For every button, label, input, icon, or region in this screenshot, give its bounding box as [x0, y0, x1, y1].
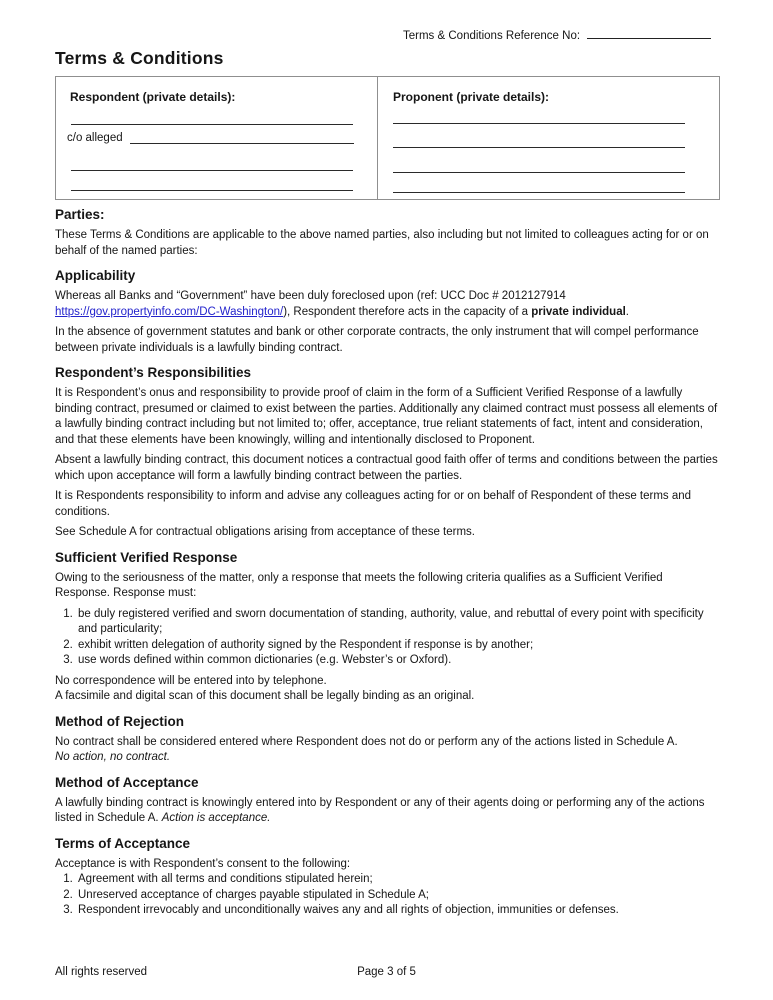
- respondent-blank-line-2: [130, 131, 354, 144]
- proponent-blank-line-4: [393, 192, 685, 193]
- respondent-heading: Respondent (private details):: [70, 90, 236, 104]
- svr-notes-paragraph: [55, 674, 720, 705]
- parties-paragraph: These Terms & Conditions are applicable to the above named parties, also including but not limited to colleagues acting for or on behalf of the named parties:: [55, 229, 709, 257]
- terms-of-acceptance-intro: Acceptance is with Respondent’s consent to the following:: [55, 857, 351, 870]
- section-heading-sufficient-verified-response: Sufficient Verified Response: [55, 549, 238, 565]
- responsibilities-paragraph-3: It is Respondents responsibility to inform and advise any colleagues acting for or on behalf of Respondent of these terms and conditions.: [55, 490, 692, 518]
- applicability-text-before-link: Whereas all Banks and “Government” have been duly foreclosed upon (ref: UCC Doc # 2012127914: [55, 290, 566, 302]
- acceptance-method-body-text: A lawfully binding contract is knowingly entered into by Respondent or any of their agents doing or performing any of the actions listed in Schedule A.: [55, 796, 705, 824]
- terms-of-acceptance-list: [55, 872, 720, 919]
- section-heading-method-of-acceptance: Method of Acceptance: [55, 774, 199, 790]
- terms-of-acceptance-item-1: 1. Agreement with all terms and conditions stipulated herein;: [76, 872, 720, 888]
- proponent-blank-line-3: [393, 172, 685, 173]
- respondent-details-cell: [56, 77, 378, 199]
- svr-criteria-list: [55, 607, 720, 669]
- applicability-text-after-link: ), Respondent therefore acts in the capacity of a: [283, 305, 532, 318]
- section-heading-terms-of-acceptance: Terms of Acceptance: [55, 835, 191, 851]
- proponent-details-cell: [378, 77, 719, 199]
- svr-intro-paragraph: Owing to the seriousness of the matter, only a response that meets the following criteria qualifies as a Sufficient Verified Response. Response must:: [55, 571, 663, 599]
- svr-list-item-1: 1. be duly registered verified and sworn documentation of standing, authority, value, and rebuttal of every point with specificity and particularity;: [76, 607, 720, 638]
- terms-of-acceptance-item-3: 3. Respondent irrevocably and unconditionally waives any and all rights of objection, immunities or defenses.: [76, 903, 720, 919]
- acceptance-method-emphasis-text: Action is acceptance.: [161, 812, 271, 824]
- svr-list-item-3: 3. use words defined within common dictionaries (e.g. Webster’s or Oxford).: [76, 653, 720, 669]
- respondent-blank-line-1: [71, 124, 353, 125]
- applicability-paragraph-2: In the absence of government statutes and bank or other corporate contracts, the only instrument that will compel performance between private individuals is a lawfully binding contract.: [55, 326, 699, 354]
- svr-list-item-2: 2. exhibit written delegation of authority signed by the Respondent if response is by another;: [76, 638, 720, 654]
- proponent-heading: Proponent (private details):: [393, 90, 550, 104]
- respondent-blank-line-3: [71, 170, 353, 171]
- rejection-paragraph: [55, 735, 720, 766]
- propertyinfo-link[interactable]: https://gov.propertyinfo.com/DC-Washington/: [55, 305, 284, 318]
- parties-details-box: [55, 76, 720, 200]
- reference-number-blank-line: [587, 27, 711, 39]
- applicability-paragraph-1: [55, 289, 720, 320]
- page-title: Terms & Conditions: [55, 48, 224, 68]
- private-individual-bold-text: private individual: [531, 305, 626, 318]
- reference-number-row: [403, 27, 711, 42]
- svr-note-telephone: No correspondence will be entered into by telephone.: [55, 674, 327, 687]
- responsibilities-paragraph-1: It is Respondent’s onus and responsibility to provide proof of claim in the form of a Sufficient Verified Response of a lawfully binding contract, presumed or claimed to exist between the parties. Additionally any claimed contract must possess all elements of a lawfully binding contract including but not limited to; offer, acceptance, true reliant statements of fact, intent and consideration, and that these elements have been knowingly, willing and intentionally disclosed to Proponent.: [55, 387, 718, 446]
- section-heading-applicability: Applicability: [55, 268, 136, 283]
- section-heading-parties: Parties:: [55, 207, 105, 222]
- respondent-co-alleged-row: [67, 131, 354, 144]
- rejection-body-text: No contract shall be considered entered where Respondent does not do or perform any of the actions listed in Schedule A.: [55, 735, 678, 748]
- svr-note-facsimile: A facsimile and digital scan of this document shall be legally binding as an original.: [55, 690, 475, 702]
- document-body: [55, 200, 720, 924]
- reference-number-label: Terms & Conditions Reference No:: [403, 30, 581, 42]
- footer-page-number: Page 3 of 5: [357, 966, 416, 978]
- proponent-blank-line-2: [393, 147, 685, 148]
- proponent-blank-line-1: [393, 123, 685, 124]
- respondent-blank-line-4: [71, 190, 353, 191]
- responsibilities-paragraph-4: See Schedule A for contractual obligations arising from acceptance of these terms.: [55, 526, 475, 538]
- acceptance-method-paragraph: [55, 796, 720, 827]
- co-alleged-label: c/o alleged: [67, 132, 123, 144]
- responsibilities-paragraph-2: Absent a lawfully binding contract, this document notices a contractual good faith offer of terms and conditions between the parties which upon acceptance will form a lawfully binding contract between the parties.: [55, 454, 718, 482]
- applicability-text-end: .: [625, 305, 629, 318]
- rejection-emphasis-text: No action, no contract.: [55, 751, 171, 763]
- terms-of-acceptance-item-2: 2. Unreserved acceptance of charges payable stipulated in Schedule A;: [76, 888, 720, 904]
- section-heading-method-of-rejection: Method of Rejection: [55, 713, 184, 729]
- footer-rights-text: All rights reserved: [55, 966, 148, 978]
- section-heading-respondents-responsibilities: Respondent’s Responsibilities: [55, 365, 252, 380]
